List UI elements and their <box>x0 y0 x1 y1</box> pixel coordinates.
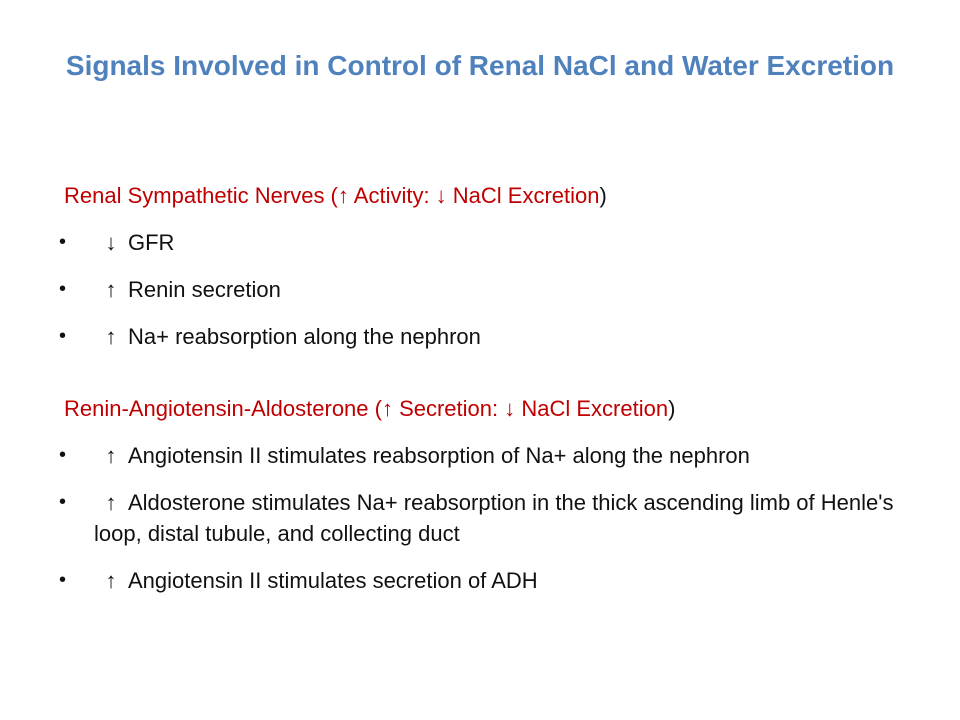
list-item <box>56 313 916 360</box>
bullet-icon: • <box>59 491 67 513</box>
arrow-down-icon: ↓ <box>105 230 117 255</box>
bullet-icon: • <box>59 569 67 591</box>
slide-title: Signals Involved in Control of Renal NaCl and Water Excretion <box>65 50 895 81</box>
section-heading-sympathetic <box>56 172 916 219</box>
list-item <box>56 432 916 479</box>
section-heading-text: Renin-Angiotensin-Aldosterone (↑ Secretion: ↓ NaCl Excretion <box>64 396 669 421</box>
section-spacer <box>56 360 916 385</box>
arrow-up-icon: ↑ <box>105 443 117 468</box>
bullet-text: Renin secretion <box>128 277 281 302</box>
arrow-up-icon: ↑ <box>105 568 117 593</box>
bullet-list-raas <box>56 432 916 604</box>
bullet-text: Angiotensin II stimulates reabsorption of Na+ along the nephron <box>128 443 750 468</box>
arrow-up-icon: ↑ <box>105 324 117 349</box>
bullet-list-sympathetic <box>56 219 916 360</box>
section-heading-close-paren: ) <box>668 396 676 421</box>
bullet-text: Na+ reabsorption along the nephron <box>128 324 481 349</box>
bullet-icon: • <box>59 444 67 466</box>
bullet-text: Aldosterone stimulates Na+ reabsorption in the thick ascending limb of Henle's loop, distal tubule, and collecting duct <box>94 490 894 546</box>
bullet-icon: • <box>59 231 67 253</box>
list-item <box>56 479 916 557</box>
arrow-up-icon: ↑ <box>105 490 117 515</box>
section-heading-text: Renal Sympathetic Nerves (↑ Activity: ↓ NaCl Excretion <box>64 183 600 208</box>
section-heading-close-paren: ) <box>599 183 607 208</box>
section-heading-raas <box>56 385 916 432</box>
bullet-text: Angiotensin II stimulates secretion of ADH <box>128 568 538 593</box>
slide-body <box>56 172 916 604</box>
list-item <box>56 266 916 313</box>
list-item <box>56 557 916 604</box>
bullet-icon: • <box>59 278 67 300</box>
arrow-up-icon: ↑ <box>105 277 117 302</box>
bullet-text: GFR <box>128 230 175 255</box>
bullet-icon: • <box>59 325 67 347</box>
list-item <box>56 219 916 266</box>
